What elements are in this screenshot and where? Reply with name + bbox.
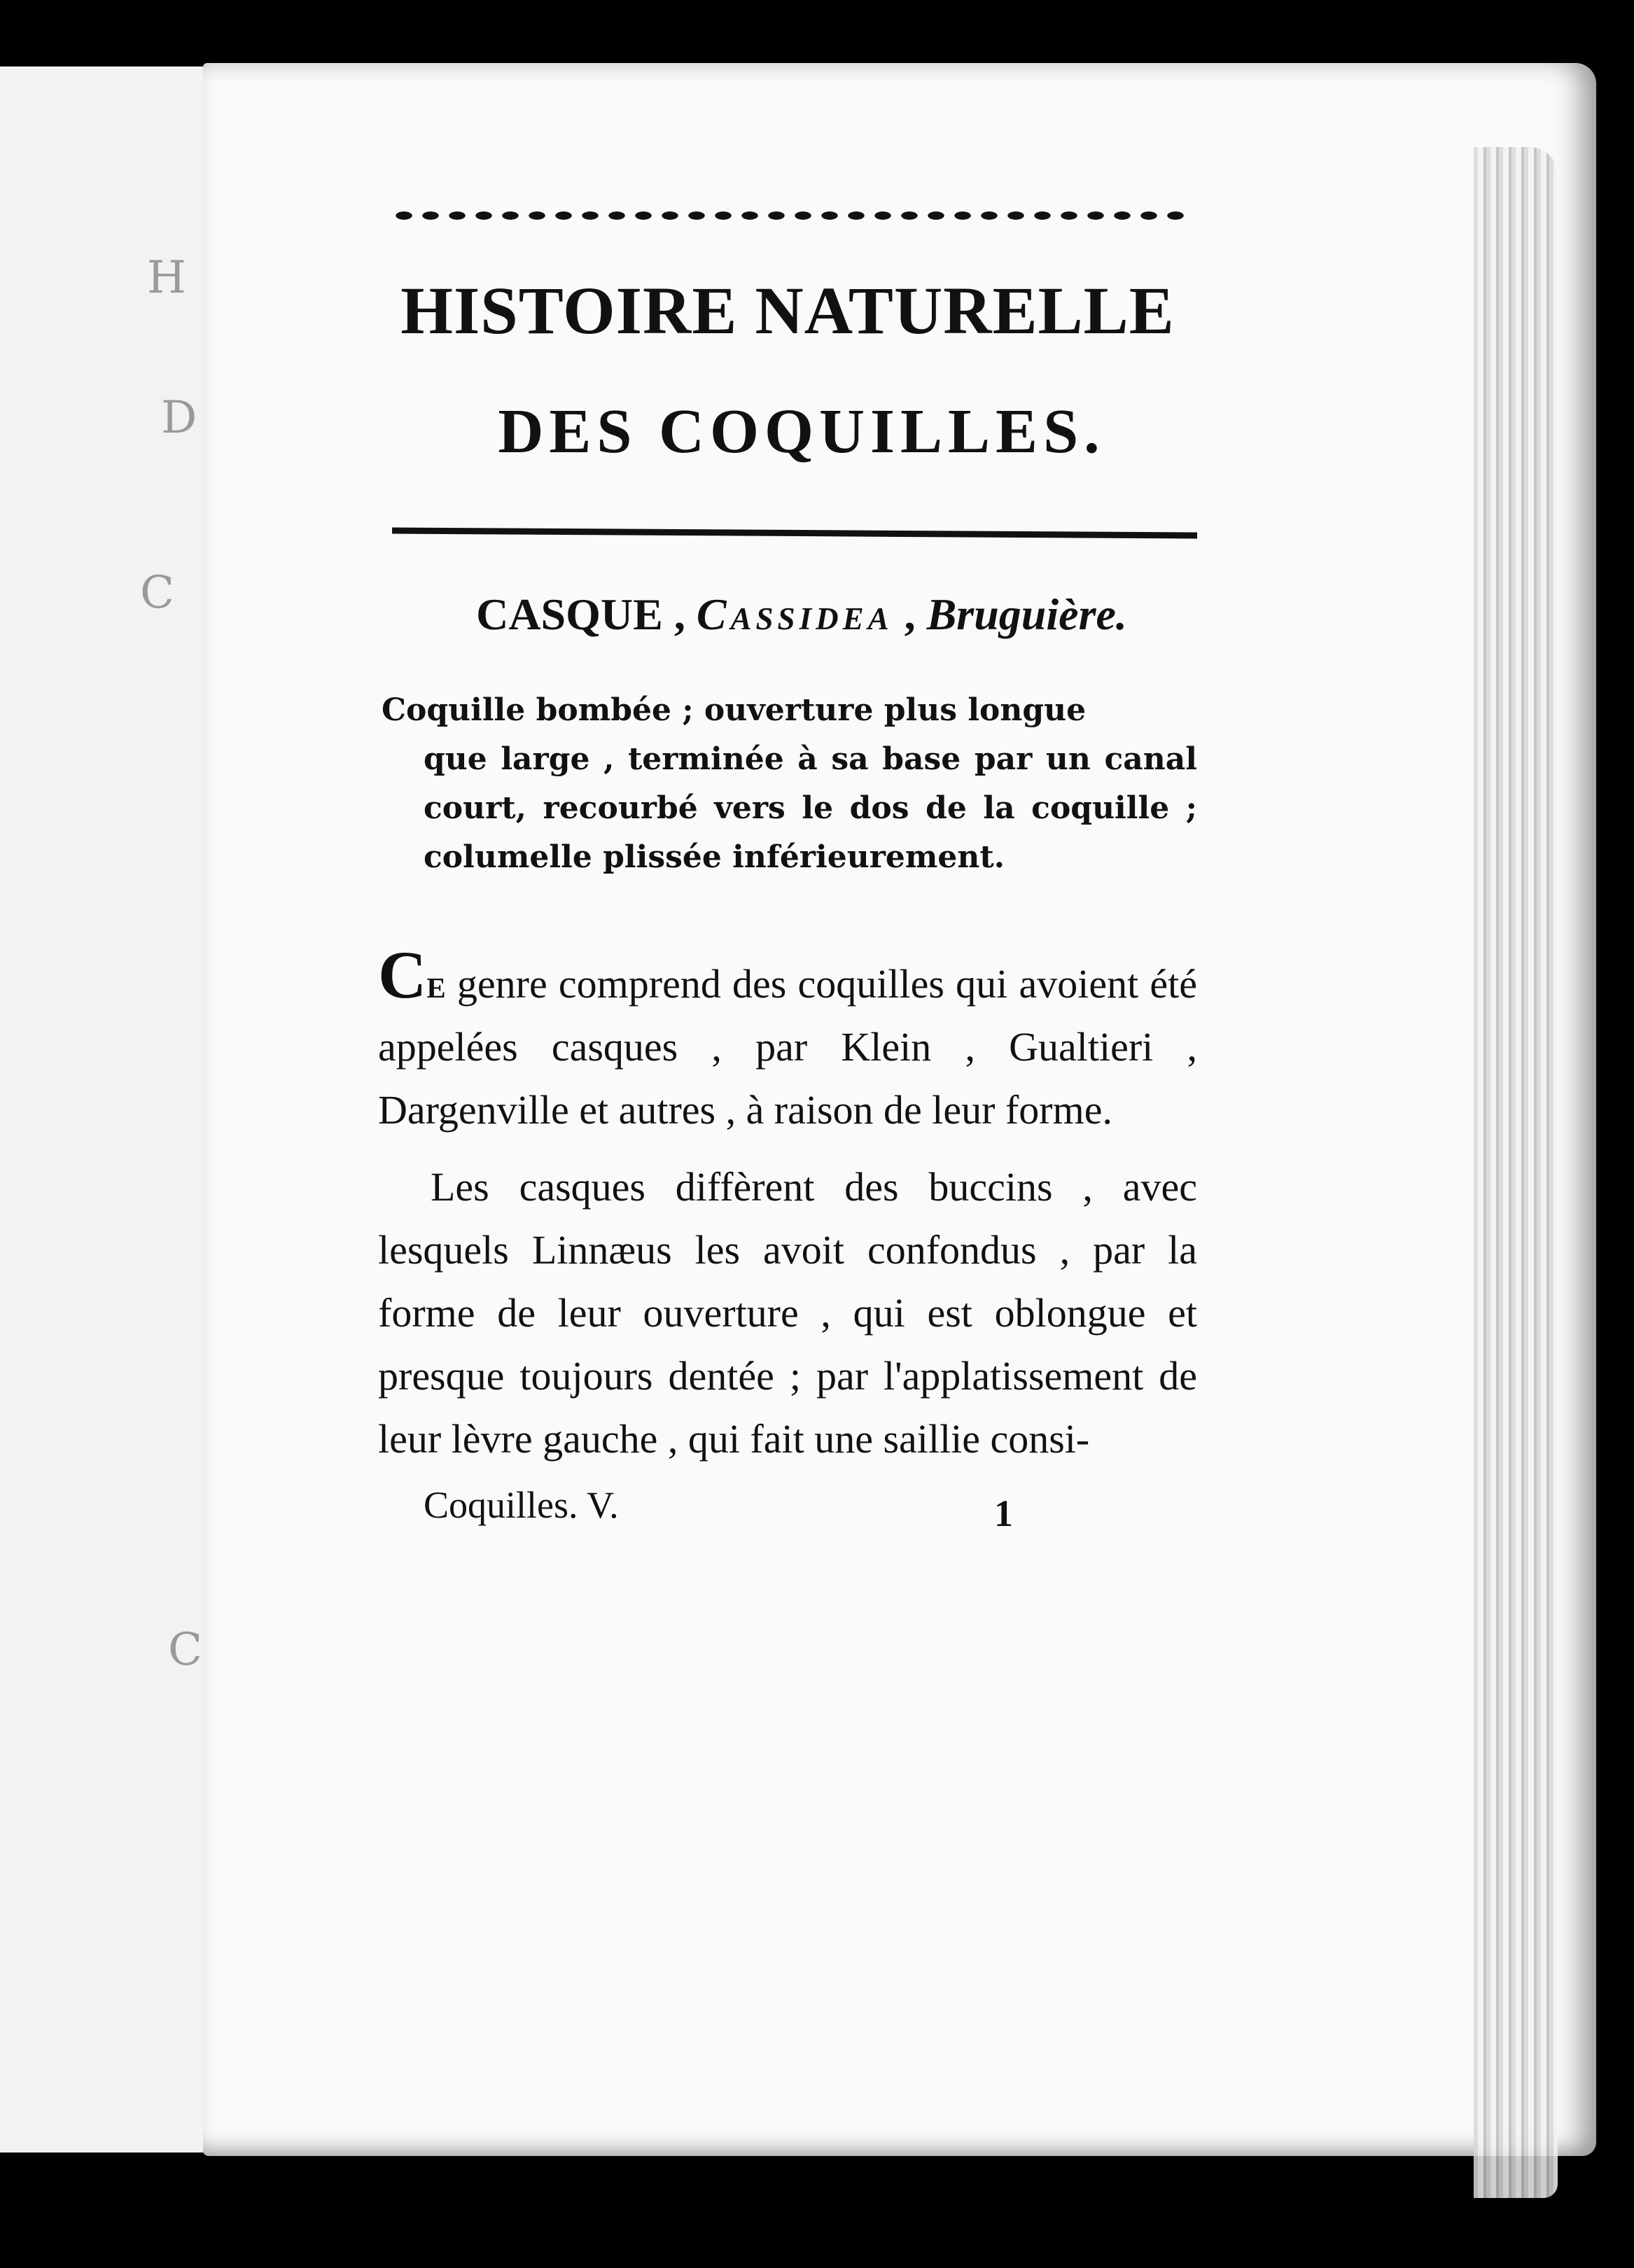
page-footer	[378, 1483, 1197, 1532]
drop-cap: C	[378, 937, 427, 1012]
diagnosis-first-line: Coquille bombée ; ouverture plus longue	[382, 692, 1087, 728]
horizontal-rule	[392, 527, 1197, 538]
page-edges	[1474, 147, 1558, 2198]
paragraph-1-text: genre comprend des coquilles qui avoient été appelées casques , par Klein , Gualtieri , Dargenville et autres , à raison de leur forme.	[378, 961, 1197, 1133]
facing-page-bleed: H	[147, 252, 186, 304]
small-cap: e	[426, 961, 446, 1007]
facing-page-bleed: C	[168, 1624, 202, 1676]
facing-page-bleed: D	[161, 392, 197, 444]
signature-mark: Coquilles. V.	[424, 1484, 619, 1526]
genus-diagnosis	[382, 686, 1197, 882]
genus-separator: ,	[904, 589, 916, 639]
diagnosis-continuation: que large , terminée à sa base par un canal court, recourbé vers le dos de la coquille ; columelle plissée inférieurement.	[424, 741, 1197, 875]
genus-latin-name: Cassidea	[696, 589, 893, 639]
page-subtitle: DES COQUILLES.	[498, 397, 1105, 466]
page-text	[378, 203, 1197, 1532]
genus-heading	[406, 589, 1197, 639]
page-number: 1	[994, 1492, 1013, 1534]
facing-page-bleed: C	[140, 567, 174, 619]
paragraph-2: Les casques diffèrent des buccins , avec lesquels Linnæus les avoit confondus , par la forme de leur ouverture , qui est oblongue et presque toujours dentée ; par l'applatissement de leur lèvre gauche , qui fait une saillie consi-	[378, 1164, 1197, 1462]
genus-author: Bruguière.	[926, 589, 1127, 639]
genus-name: CASQUE ,	[476, 589, 685, 639]
ornamental-border	[396, 203, 1187, 228]
paragraph-1	[378, 937, 1197, 1142]
page-title: HISTOIRE NATURELLE	[400, 273, 1175, 348]
